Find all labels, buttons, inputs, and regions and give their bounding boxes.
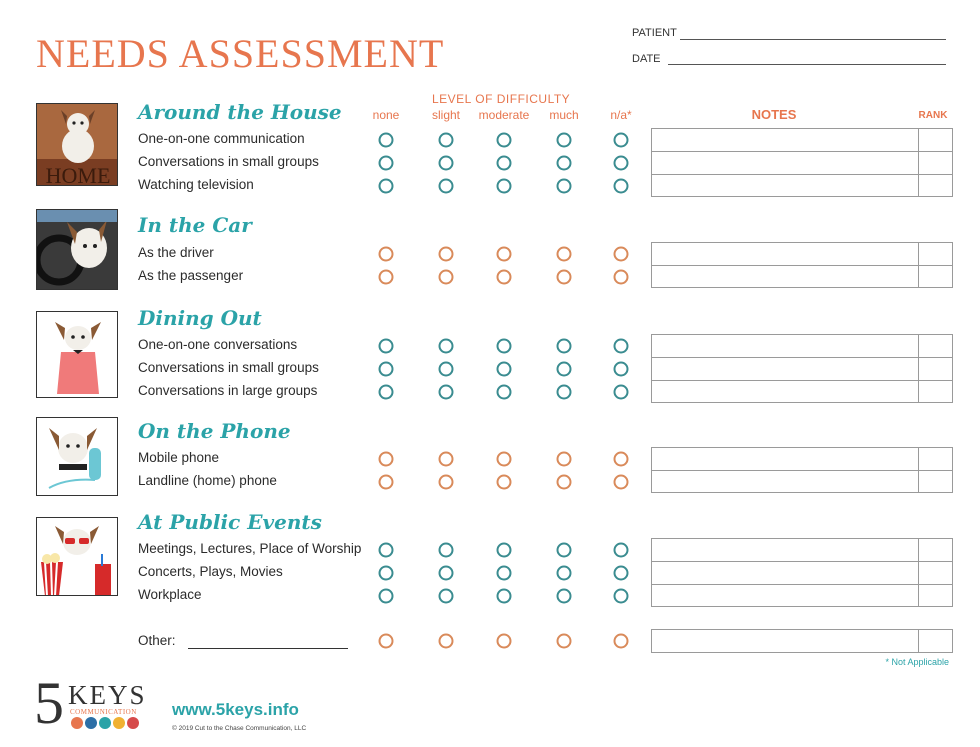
item-0-1-radio-moderate[interactable]	[497, 156, 512, 171]
item-4-0-radio-much[interactable]	[557, 543, 572, 558]
item-0-0-radio-slight[interactable]	[439, 133, 454, 148]
item-2-1-radio-na[interactable]	[614, 362, 629, 377]
section-title: Dining Out	[138, 306, 262, 330]
col-none: none	[372, 108, 400, 122]
item-label: Watching television	[138, 177, 254, 192]
item-0-2-radio-moderate[interactable]	[497, 179, 512, 194]
item-0-2-radio-slight[interactable]	[439, 179, 454, 194]
section-photo	[36, 517, 118, 596]
item-1-0-radio-slight[interactable]	[439, 247, 454, 262]
notes-input[interactable]	[651, 151, 919, 175]
col-na: n/a*	[610, 108, 632, 122]
item-2-1-radio-slight[interactable]	[439, 362, 454, 377]
page-title: NEEDS ASSESSMENT	[36, 31, 445, 76]
rank-input[interactable]	[918, 629, 953, 653]
notes-input[interactable]	[651, 629, 919, 653]
rank-input[interactable]	[918, 538, 953, 562]
section-title: Around the House	[138, 100, 342, 124]
date-label: DATE	[632, 53, 661, 65]
other-radio-slight[interactable]	[439, 634, 454, 649]
item-label: One-on-one conversations	[138, 337, 298, 352]
item-0-2-radio-na[interactable]	[614, 179, 629, 194]
rank-input[interactable]	[918, 447, 953, 471]
item-2-0-radio-moderate[interactable]	[497, 339, 512, 354]
item-label: Conversations in small groups	[138, 154, 319, 169]
rank-input[interactable]	[918, 357, 953, 381]
notes-header: NOTES	[751, 107, 797, 122]
item-2-0-radio-none[interactable]	[379, 339, 394, 354]
item-4-2-radio-much[interactable]	[557, 589, 572, 604]
item-3-1-radio-none[interactable]	[379, 475, 394, 490]
rank-input[interactable]	[918, 151, 953, 175]
item-3-1-radio-much[interactable]	[557, 475, 572, 490]
logo-dots	[71, 717, 139, 729]
item-label: Meetings, Lectures, Place of Worship	[138, 541, 362, 556]
notes-input[interactable]	[651, 128, 919, 152]
item-1-0-radio-none[interactable]	[379, 247, 394, 262]
notes-input[interactable]	[651, 447, 919, 471]
eye-icon	[99, 717, 111, 729]
item-4-1-radio-na[interactable]	[614, 566, 629, 581]
item-2-1-radio-much[interactable]	[557, 362, 572, 377]
other-radio-moderate[interactable]	[497, 634, 512, 649]
ear-icon	[71, 717, 83, 729]
rank-input[interactable]	[918, 265, 953, 288]
item-2-2-radio-much[interactable]	[557, 385, 572, 400]
item-0-1-radio-na[interactable]	[614, 156, 629, 171]
other-label: Other:	[138, 633, 176, 648]
logo-sub: COMMUNICATION	[70, 708, 137, 716]
other-input-line[interactable]	[188, 648, 348, 649]
rank-input[interactable]	[918, 242, 953, 266]
item-label: Conversations in small groups	[138, 360, 319, 375]
logo-number: 5	[34, 670, 64, 736]
notes-input[interactable]	[651, 470, 919, 493]
svg-text:HOME: HOME	[45, 163, 111, 186]
item-0-1-radio-much[interactable]	[557, 156, 572, 171]
item-4-2-radio-moderate[interactable]	[497, 589, 512, 604]
date-field	[632, 53, 661, 65]
item-1-1-radio-much[interactable]	[557, 270, 572, 285]
item-0-2-radio-much[interactable]	[557, 179, 572, 194]
item-1-0-radio-moderate[interactable]	[497, 247, 512, 262]
rank-input[interactable]	[918, 334, 953, 358]
section-photo	[36, 209, 118, 290]
item-label: As the driver	[138, 245, 214, 260]
logo-word: KEYS	[68, 680, 147, 710]
item-0-0-radio-much[interactable]	[557, 133, 572, 148]
item-2-0-radio-slight[interactable]	[439, 339, 454, 354]
item-0-1-radio-none[interactable]	[379, 156, 394, 171]
other-radio-na[interactable]	[614, 634, 629, 649]
other-radio-much[interactable]	[557, 634, 572, 649]
item-label: Landline (home) phone	[138, 473, 277, 488]
item-4-1-radio-slight[interactable]	[439, 566, 454, 581]
item-1-0-radio-much[interactable]	[557, 247, 572, 262]
rank-input[interactable]	[918, 470, 953, 493]
section-photo	[36, 311, 118, 398]
rank-input[interactable]	[918, 128, 953, 152]
item-4-0-radio-na[interactable]	[614, 543, 629, 558]
lightbulb-icon	[113, 717, 125, 729]
item-label: Conversations in large groups	[138, 383, 318, 398]
other-radio-none[interactable]	[379, 634, 394, 649]
item-4-0-radio-none[interactable]	[379, 543, 394, 558]
item-1-1-radio-none[interactable]	[379, 270, 394, 285]
footnote: * Not Applicable	[885, 657, 949, 667]
item-3-1-radio-slight[interactable]	[439, 475, 454, 490]
item-4-2-radio-na[interactable]	[614, 589, 629, 604]
section-title: In the Car	[138, 213, 252, 237]
rank-input[interactable]	[918, 561, 953, 585]
notes-input[interactable]	[651, 380, 919, 403]
notes-input[interactable]	[651, 242, 919, 266]
date-input-line[interactable]	[668, 64, 946, 65]
item-4-1-radio-moderate[interactable]	[497, 566, 512, 581]
item-label: One-on-one communication	[138, 131, 305, 146]
item-2-0-radio-na[interactable]	[614, 339, 629, 354]
item-4-1-radio-much[interactable]	[557, 566, 572, 581]
rank-input[interactable]	[918, 584, 953, 607]
notes-input[interactable]	[651, 538, 919, 562]
item-2-2-radio-moderate[interactable]	[497, 385, 512, 400]
heart-icon	[127, 717, 139, 729]
patient-field	[632, 27, 677, 39]
item-1-1-radio-na[interactable]	[614, 270, 629, 285]
item-2-2-radio-slight[interactable]	[439, 385, 454, 400]
col-moderate: moderate	[478, 108, 530, 122]
patient-input-line[interactable]	[680, 39, 946, 40]
patient-label: PATIENT	[632, 27, 677, 39]
col-much: much	[549, 108, 579, 122]
rank-input[interactable]	[918, 380, 953, 403]
item-3-0-radio-moderate[interactable]	[497, 452, 512, 467]
item-label: Concerts, Plays, Movies	[138, 564, 283, 579]
section-title: At Public Events	[138, 510, 322, 534]
copyright: © 2019 Cut to the Chase Communication, LLC	[172, 725, 307, 732]
item-1-1-radio-moderate[interactable]	[497, 270, 512, 285]
notes-input[interactable]	[651, 584, 919, 607]
item-0-0-radio-moderate[interactable]	[497, 133, 512, 148]
item-2-2-radio-none[interactable]	[379, 385, 394, 400]
item-4-0-radio-moderate[interactable]	[497, 543, 512, 558]
item-0-1-radio-slight[interactable]	[439, 156, 454, 171]
rank-header: RANK	[918, 110, 948, 121]
item-3-0-radio-slight[interactable]	[439, 452, 454, 467]
difficulty-group-label: LEVEL OF DIFFICULTY	[432, 92, 571, 106]
section-title: On the Phone	[138, 419, 291, 443]
item-4-2-radio-none[interactable]	[379, 589, 394, 604]
item-3-0-radio-none[interactable]	[379, 452, 394, 467]
notes-input[interactable]	[651, 265, 919, 288]
item-2-1-radio-moderate[interactable]	[497, 362, 512, 377]
item-3-0-radio-much[interactable]	[557, 452, 572, 467]
notes-input[interactable]	[651, 561, 919, 585]
item-0-0-radio-none[interactable]	[379, 133, 394, 148]
item-label: As the passenger	[138, 268, 244, 283]
item-2-0-radio-much[interactable]	[557, 339, 572, 354]
item-3-1-radio-na[interactable]	[614, 475, 629, 490]
notes-input[interactable]	[651, 174, 919, 197]
item-0-0-radio-na[interactable]	[614, 133, 629, 148]
notes-input[interactable]	[651, 334, 919, 358]
item-4-0-radio-slight[interactable]	[439, 543, 454, 558]
item-3-1-radio-moderate[interactable]	[497, 475, 512, 490]
item-4-1-radio-none[interactable]	[379, 566, 394, 581]
item-1-1-radio-slight[interactable]	[439, 270, 454, 285]
item-0-2-radio-none[interactable]	[379, 179, 394, 194]
website-link[interactable]: www.5keys.info	[172, 700, 299, 719]
item-1-0-radio-na[interactable]	[614, 247, 629, 262]
notes-input[interactable]	[651, 357, 919, 381]
item-3-0-radio-na[interactable]	[614, 452, 629, 467]
item-4-2-radio-slight[interactable]	[439, 589, 454, 604]
section-photo	[36, 103, 118, 186]
item-2-1-radio-none[interactable]	[379, 362, 394, 377]
item-label: Workplace	[138, 587, 202, 602]
item-2-2-radio-na[interactable]	[614, 385, 629, 400]
item-label: Mobile phone	[138, 450, 220, 465]
section-photo	[36, 417, 118, 496]
rank-input[interactable]	[918, 174, 953, 197]
col-slight: slight	[431, 108, 461, 122]
mouth-icon	[85, 717, 97, 729]
